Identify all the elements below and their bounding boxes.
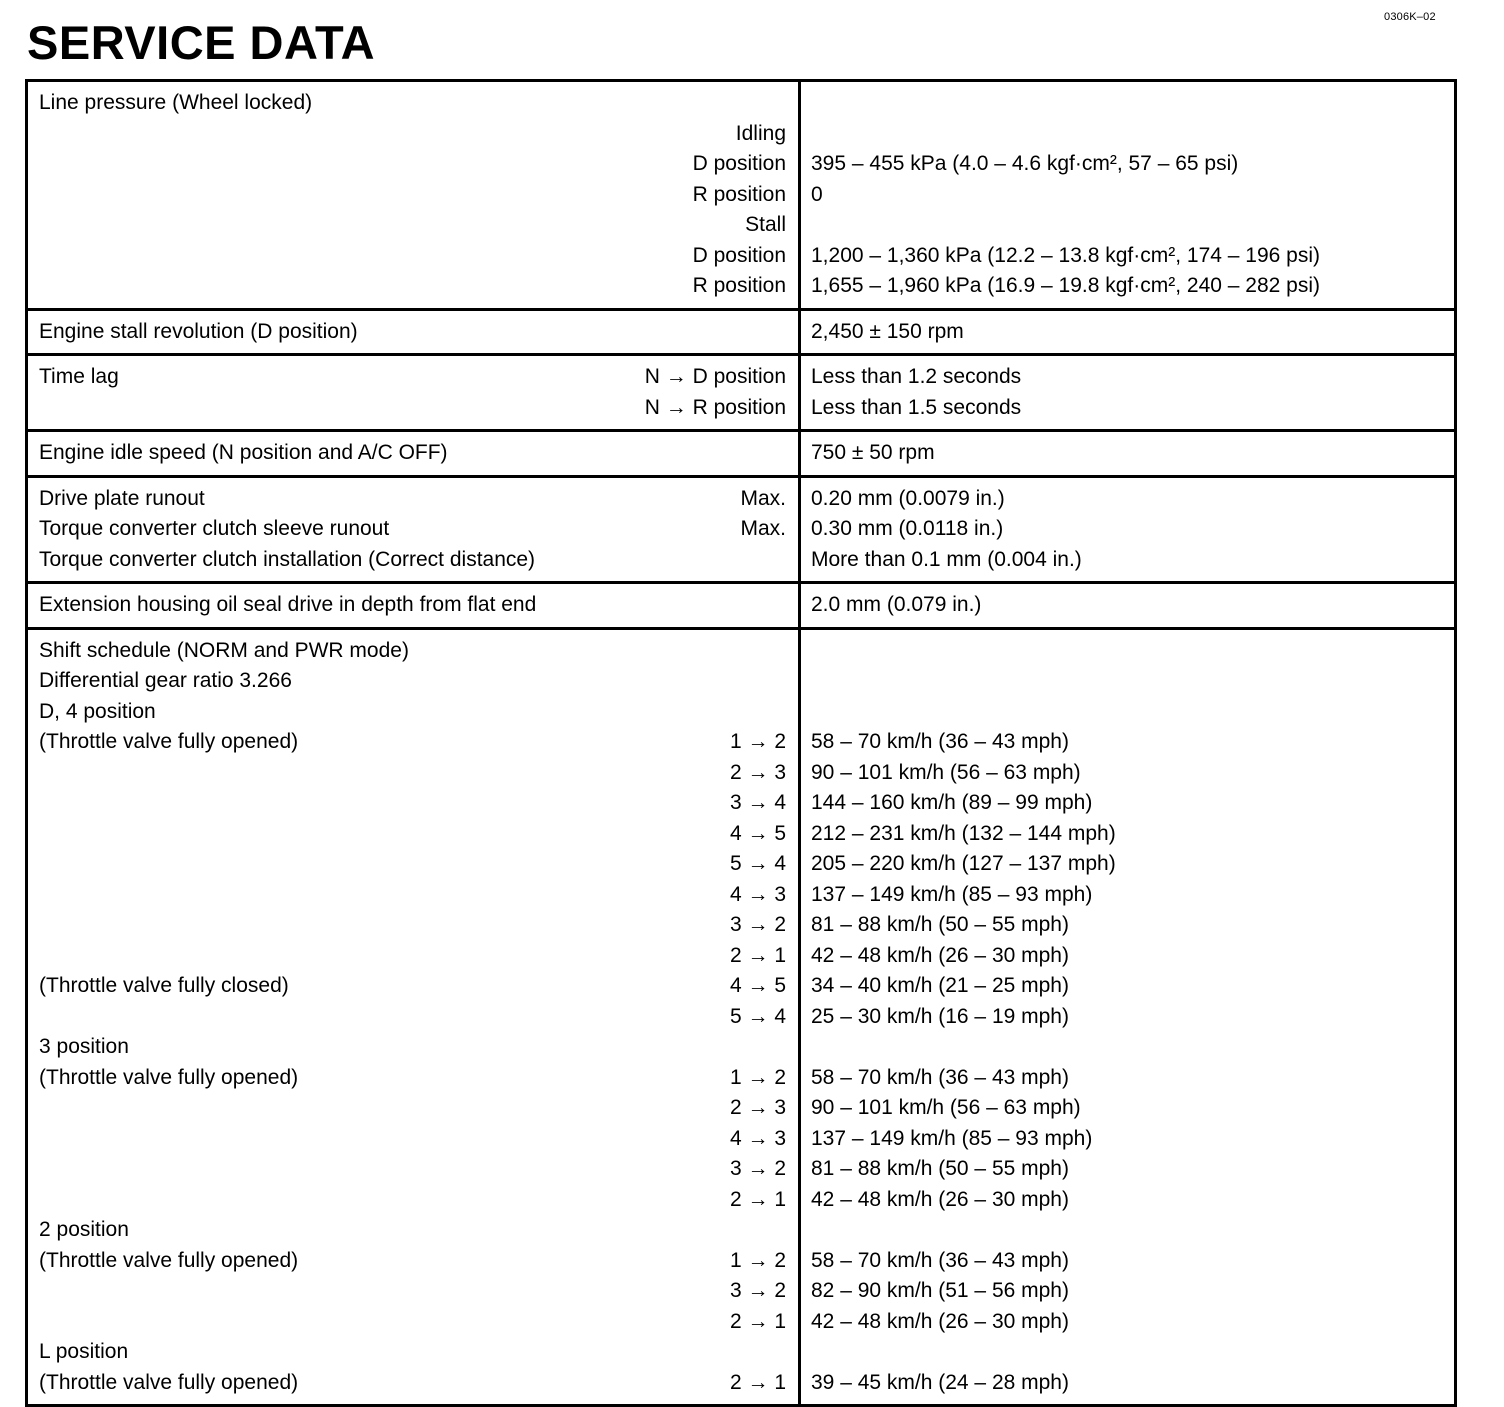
spec-value: 750 ± 50 rpm xyxy=(811,441,935,464)
spec-label: Torque converter clutch installation (Correct distance) xyxy=(39,547,536,571)
spec-value: 212 – 231 km/h (132 – 144 mph) xyxy=(811,821,1116,845)
spec-value xyxy=(801,1215,1454,1246)
spec-value: 2,450 ± 150 rpm xyxy=(811,319,964,343)
spec-group xyxy=(27,309,1456,355)
spec-value: 0.20 mm (0.0079 in.) xyxy=(811,486,1005,510)
spec-condition: Idling xyxy=(735,121,786,145)
spec-condition: 1 → 2 xyxy=(729,730,786,753)
spec-value xyxy=(801,1337,1454,1368)
spec-line xyxy=(28,666,798,697)
spec-condition: Max. xyxy=(740,517,786,540)
spec-line xyxy=(28,1093,798,1124)
spec-line xyxy=(28,149,798,180)
spec-item-cell xyxy=(27,81,800,310)
spec-condition: 4 → 3 xyxy=(729,1126,786,1150)
spec-label: Shift schedule (NORM and PWR mode) xyxy=(39,638,409,662)
spec-condition: 2 → 1 xyxy=(729,1370,786,1394)
spec-condition: N → R position xyxy=(644,395,786,419)
spec-line xyxy=(28,758,798,789)
spec-condition: 2 → 3 xyxy=(729,1096,786,1119)
spec-value: 25 – 30 km/h (16 – 19 mph) xyxy=(811,1004,1069,1028)
spec-line xyxy=(28,910,798,941)
spec-line xyxy=(28,1002,798,1033)
spec-line xyxy=(28,271,798,302)
spec-value: 81 – 88 km/h (50 – 55 mph) xyxy=(811,913,1069,936)
spec-line xyxy=(28,1215,798,1246)
spec-line xyxy=(28,393,798,424)
spec-condition: 4 → 5 xyxy=(729,821,786,845)
spec-value-cell xyxy=(800,355,1456,431)
spec-value xyxy=(801,119,1454,150)
spec-value: More than 0.1 mm (0.004 in.) xyxy=(811,547,1082,571)
spec-group xyxy=(27,628,1456,1406)
spec-value: 0.30 mm (0.0118 in.) xyxy=(811,517,1004,540)
spec-value-cell xyxy=(800,583,1456,629)
spec-line xyxy=(28,849,798,880)
spec-line xyxy=(28,819,798,850)
spec-value: 58 – 70 km/h (36 – 43 mph) xyxy=(811,1248,1069,1272)
spec-condition: 1 → 2 xyxy=(729,1065,786,1089)
spec-value xyxy=(801,636,1454,667)
spec-label: 2 position xyxy=(39,1218,129,1241)
spec-condition: 3 → 2 xyxy=(729,1279,786,1302)
spec-condition: R position xyxy=(692,182,786,206)
spec-label: Engine idle speed (N position and A/C OFF) xyxy=(39,441,448,464)
spec-group xyxy=(27,355,1456,431)
spec-label: (Throttle valve fully opened) xyxy=(39,1065,299,1089)
spec-line xyxy=(28,88,798,119)
spec-label: (Throttle valve fully opened) xyxy=(39,1248,299,1272)
spec-condition: 2 → 1 xyxy=(729,943,786,967)
spec-line xyxy=(28,1276,798,1307)
spec-label: D, 4 position xyxy=(39,699,156,723)
spec-value xyxy=(801,666,1454,697)
spec-line xyxy=(28,1307,798,1338)
spec-value: Less than 1.5 seconds xyxy=(811,395,1022,419)
spec-condition: D position xyxy=(692,152,786,175)
spec-condition: 2 → 3 xyxy=(729,760,786,784)
spec-line xyxy=(28,1124,798,1155)
spec-line xyxy=(28,590,798,621)
spec-value-cell xyxy=(800,431,1456,477)
spec-line xyxy=(28,317,798,348)
spec-item-cell xyxy=(27,431,800,477)
spec-line xyxy=(28,636,798,667)
spec-group xyxy=(27,81,1456,310)
spec-condition: Max. xyxy=(740,486,786,510)
spec-condition: 3 → 4 xyxy=(729,791,786,814)
spec-value: 42 – 48 km/h (26 – 30 mph) xyxy=(811,1187,1069,1211)
spec-label: (Throttle valve fully opened) xyxy=(39,1370,299,1394)
spec-line xyxy=(28,362,798,393)
spec-line xyxy=(28,1185,798,1216)
spec-line xyxy=(28,971,798,1002)
spec-line xyxy=(28,514,798,545)
spec-line xyxy=(28,119,798,150)
spec-value: 90 – 101 km/h (56 – 63 mph) xyxy=(811,760,1081,784)
spec-line xyxy=(28,241,798,272)
spec-value: 137 – 149 km/h (85 – 93 mph) xyxy=(811,882,1093,906)
spec-value-cell xyxy=(800,628,1456,1406)
spec-condition: 5 → 4 xyxy=(729,852,786,875)
spec-line xyxy=(28,1246,798,1277)
spec-condition: 2 → 1 xyxy=(729,1309,786,1333)
spec-item-cell xyxy=(27,628,800,1406)
spec-item-cell xyxy=(27,583,800,629)
spec-line xyxy=(28,1063,798,1094)
spec-line xyxy=(28,180,798,211)
spec-condition: D position xyxy=(692,243,786,267)
spec-condition: 3 → 2 xyxy=(729,913,786,936)
spec-line xyxy=(28,697,798,728)
spec-condition: 5 → 4 xyxy=(729,1004,786,1028)
spec-group xyxy=(27,431,1456,477)
spec-value xyxy=(801,88,1454,119)
spec-value xyxy=(801,1032,1454,1063)
spec-label: (Throttle valve fully opened) xyxy=(39,730,299,753)
spec-value: 144 – 160 km/h (89 – 99 mph) xyxy=(811,791,1093,814)
spec-value-cell xyxy=(800,81,1456,310)
spec-value-cell xyxy=(800,309,1456,355)
spec-condition: R position xyxy=(692,274,786,297)
spec-condition: 4 → 5 xyxy=(729,974,786,997)
spec-condition: 2 → 1 xyxy=(729,1187,786,1211)
spec-value: 395 – 455 kPa (4.0 – 4.6 kgf·cm², 57 – 65 psi) xyxy=(811,152,1239,175)
spec-value: 2.0 mm (0.079 in.) xyxy=(811,593,982,616)
spec-value: 58 – 70 km/h (36 – 43 mph) xyxy=(811,1065,1069,1089)
spec-condition: 4 → 3 xyxy=(729,882,786,906)
spec-label: Line pressure (Wheel locked) xyxy=(39,91,313,114)
spec-item-cell xyxy=(27,309,800,355)
spec-value: 1,200 – 1,360 kPa (12.2 – 13.8 kgf·cm², 174 – 196 psi) xyxy=(811,243,1320,267)
document-code: 0306K–02 xyxy=(1384,11,1436,23)
spec-line xyxy=(28,1154,798,1185)
spec-line xyxy=(28,1337,798,1368)
spec-line xyxy=(28,438,798,469)
spec-condition: N → D position xyxy=(644,365,786,388)
spec-line xyxy=(28,484,798,515)
spec-value: 137 – 149 km/h (85 – 93 mph) xyxy=(811,1126,1093,1150)
spec-value: 42 – 48 km/h (26 – 30 mph) xyxy=(811,1309,1069,1333)
spec-line xyxy=(28,210,798,241)
spec-item-cell xyxy=(27,476,800,583)
spec-value: 0 xyxy=(811,182,823,206)
spec-value: 42 – 48 km/h (26 – 30 mph) xyxy=(811,943,1069,967)
spec-label: (Throttle valve fully closed) xyxy=(39,974,289,997)
spec-group xyxy=(27,583,1456,629)
spec-label: Differential gear ratio 3.266 xyxy=(39,669,292,692)
spec-value: 81 – 88 km/h (50 – 55 mph) xyxy=(811,1157,1069,1180)
spec-condition: Stall xyxy=(745,213,786,236)
spec-value: Less than 1.2 seconds xyxy=(811,365,1022,388)
spec-label: Drive plate runout xyxy=(39,486,205,510)
spec-condition: 3 → 2 xyxy=(729,1157,786,1180)
spec-line xyxy=(28,941,798,972)
spec-label: 3 position xyxy=(39,1035,129,1058)
page-title: SERVICE DATA xyxy=(27,16,376,69)
spec-group xyxy=(27,476,1456,583)
spec-line xyxy=(28,1368,798,1399)
spec-value: 82 – 90 km/h (51 – 56 mph) xyxy=(811,1279,1069,1302)
spec-label: Engine stall revolution (D position) xyxy=(39,319,358,343)
spec-item-cell xyxy=(27,355,800,431)
spec-value: 34 – 40 km/h (21 – 25 mph) xyxy=(811,974,1069,997)
service-data-table xyxy=(25,79,1457,1407)
spec-label: Time lag xyxy=(39,365,119,388)
spec-value xyxy=(801,210,1454,241)
spec-value-cell xyxy=(800,476,1456,583)
spec-line xyxy=(28,727,798,758)
spec-line xyxy=(28,545,798,576)
spec-line xyxy=(28,880,798,911)
spec-condition: 1 → 2 xyxy=(729,1248,786,1272)
spec-label: L position xyxy=(39,1340,129,1363)
spec-value: 39 – 45 km/h (24 – 28 mph) xyxy=(811,1370,1069,1394)
spec-line xyxy=(28,788,798,819)
spec-value: 1,655 – 1,960 kPa (16.9 – 19.8 kgf·cm², 240 – 282 psi) xyxy=(811,274,1320,297)
spec-label: Torque converter clutch sleeve runout xyxy=(39,517,390,540)
spec-value: 90 – 101 km/h (56 – 63 mph) xyxy=(811,1096,1081,1119)
spec-value xyxy=(801,697,1454,728)
spec-value: 58 – 70 km/h (36 – 43 mph) xyxy=(811,730,1069,753)
spec-value: 205 – 220 km/h (127 – 137 mph) xyxy=(811,852,1116,875)
spec-line xyxy=(28,1032,798,1063)
spec-label: Extension housing oil seal drive in depth from flat end xyxy=(39,593,537,616)
